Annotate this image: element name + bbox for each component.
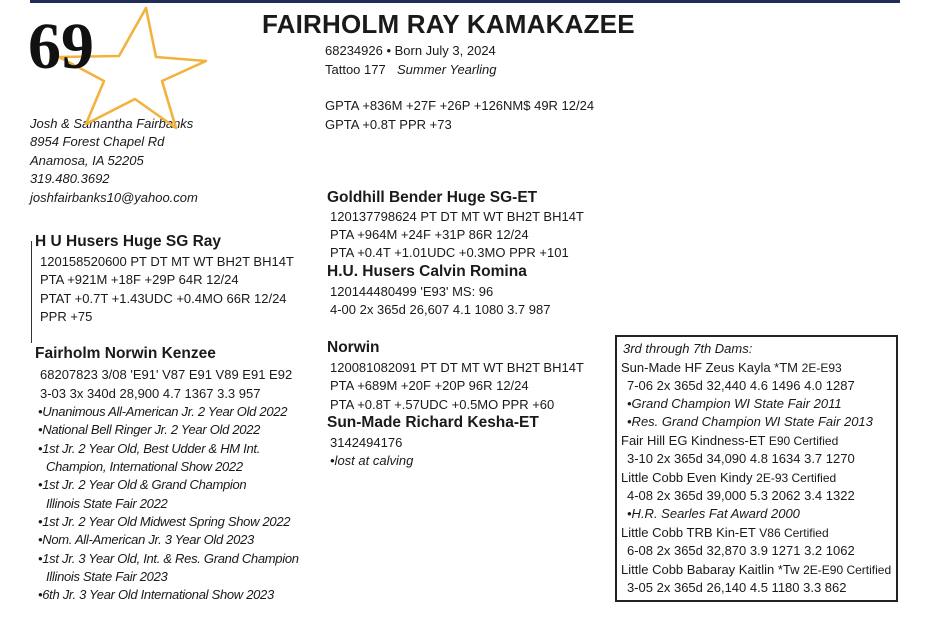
sire-line: 120158520600 PT DT MT WT BH2T BH14T — [40, 254, 294, 269]
owner-city: Anamosa, IA 52205 — [30, 153, 144, 168]
animal-class: Summer Yearling — [397, 62, 497, 77]
paternal-grandsire-line: 120137798624 PT DT MT WT BH2T BH14T — [330, 209, 584, 224]
dam-honor: •National Bell Ringer Jr. 2 Year Old 2022 — [38, 422, 261, 437]
dam-honor: •1st Jr. 3 Year Old, Int. & Res. Grand Champion — [38, 551, 299, 566]
dam-honor: •6th Jr. 3 Year Old International Show 2023 — [38, 587, 274, 602]
maternal-grandsire-line: 120081082091 PT DT MT WT BH2T BH14T — [330, 360, 584, 375]
owner-name: Josh & Samantha Fairbanks — [30, 116, 194, 131]
paternal-grandsire-line: PTA +0.4T +1.01UDC +0.3MO PPR +101 — [330, 245, 569, 260]
paternal-grandsire-name: Goldhill Bender Huge SG-ET — [327, 189, 538, 206]
dam-entry-record: 3-05 2x 365d 26,140 4.5 1180 3.3 862 — [627, 580, 847, 595]
dam-line: 68207823 3/08 'E91' V87 E91 V89 E91 E92 — [40, 367, 293, 382]
owner-address: 8954 Forest Chapel Rd — [30, 134, 165, 149]
dam-entry-record: 4-08 2x 365d 39,000 5.3 2062 3.4 1322 — [627, 488, 855, 503]
dam-name: Fairholm Norwin Kenzee — [35, 345, 216, 362]
dam-entry-record: 7-06 2x 365d 32,440 4.6 1496 4.0 1287 — [627, 378, 855, 393]
dam-entry-name: Little Cobb Even Kindy 2E-93 Certified — [621, 470, 837, 485]
paternal-grandsire-line: PTA +964M +24F +31P 86R 12/24 — [330, 227, 529, 242]
dam-entry-record: 6-08 2x 365d 32,870 3.9 1271 3.2 1062 — [627, 543, 855, 558]
dam-honor: •Nom. All-American Jr. 3 Year Old 2023 — [38, 532, 254, 547]
maternal-granddam-note: •lost at calving — [330, 453, 414, 468]
paternal-granddam-line: 120144480499 'E93' MS: 96 — [330, 284, 494, 299]
maternal-grandsire-name: Norwin — [327, 339, 380, 356]
animal-id-line: 68234926 • Born July 3, 2024 — [325, 43, 496, 58]
dams-box-heading: 3rd through 7th Dams: — [623, 341, 753, 356]
dam-honor: •1st Jr. 2 Year Old, Best Udder & HM Int. — [38, 441, 261, 456]
dam-entry-honor: •H.R. Searles Fat Award 2000 — [627, 506, 800, 521]
dam-entry-name: Sun-Made HF Zeus Kayla *TM 2E-E93 — [621, 360, 842, 375]
header-rule — [30, 0, 900, 3]
dam-entry-name: Little Cobb Babaray Kaitlin *Tw 2E-E90 Certified — [621, 562, 892, 577]
maternal-granddam-id: 3142494176 — [330, 435, 403, 450]
lot-number: 69 — [28, 10, 94, 83]
animal-tattoo: Tattoo 177 — [325, 62, 386, 77]
dam-entry-name: Little Cobb TRB Kin-ET V86 Certified — [621, 525, 829, 540]
dam-honor: Illinois State Fair 2022 — [46, 496, 168, 511]
sire-line: PTA +921M +18F +29P 64R 12/24 — [40, 272, 239, 287]
owner-email: joshfairbanks10@yahoo.com — [30, 190, 198, 205]
sire-name: H U Husers Huge SG Ray — [35, 233, 222, 250]
dam-entry-record: 3-10 2x 365d 34,090 4.8 1634 3.7 1270 — [627, 451, 855, 466]
owner-phone: 319.480.3692 — [30, 171, 110, 186]
dam-line: 3-03 3x 340d 28,900 4.7 1367 3.3 957 — [40, 386, 261, 401]
dam-entry-honor: •Res. Grand Champion WI State Fair 2013 — [627, 414, 873, 429]
dam-honor: •Unanimous All-American Jr. 2 Year Old 2022 — [38, 404, 288, 419]
dam-honor: Illinois State Fair 2023 — [46, 569, 168, 584]
pedigree-divider — [31, 241, 32, 343]
paternal-granddam-name: H.U. Husers Calvin Romina — [327, 263, 527, 280]
sire-line: PPR +75 — [40, 309, 93, 324]
animal-gpta-2: GPTA +0.8T PPR +73 — [325, 117, 452, 132]
maternal-grandsire-line: PTA +0.8T +.57UDC +0.5MO PPR +60 — [330, 397, 555, 412]
sire-line: PTAT +0.7T +1.43UDC +0.4MO 66R 12/24 — [40, 291, 287, 306]
dam-honor: •1st Jr. 2 Year Old Midwest Spring Show 2022 — [38, 514, 291, 529]
animal-name: FAIRHOLM RAY KAMAKAZEE — [262, 9, 635, 39]
dam-entry-name: Fair Hill EG Kindness-ET E90 Certified — [621, 433, 839, 448]
maternal-granddam-name: Sun-Made Richard Kesha-ET — [327, 414, 539, 431]
maternal-grandsire-line: PTA +689M +20F +20P 96R 12/24 — [330, 378, 529, 393]
dam-honor: Champion, International Show 2022 — [46, 459, 243, 474]
dam-honor: •1st Jr. 2 Year Old & Grand Champion — [38, 477, 247, 492]
dam-entry-honor: •Grand Champion WI State Fair 2011 — [627, 396, 842, 411]
animal-gpta-1: GPTA +836M +27F +26P +126NM$ 49R 12/24 — [325, 98, 595, 113]
paternal-granddam-line: 4-00 2x 365d 26,607 4.1 1080 3.7 987 — [330, 302, 551, 317]
